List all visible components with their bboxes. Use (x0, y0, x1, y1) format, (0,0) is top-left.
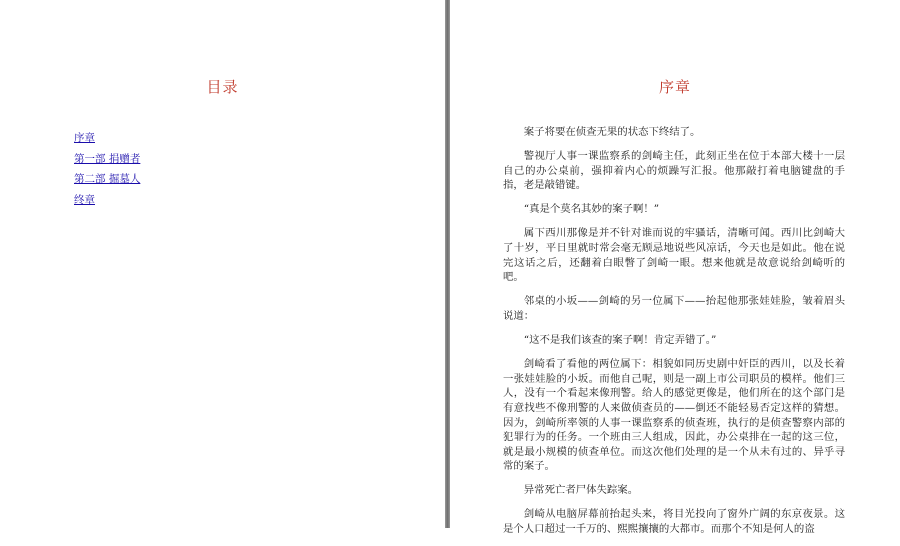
toc-link-prologue[interactable]: 序章 (74, 132, 95, 144)
toc-page (0, 0, 445, 528)
paragraph: 剑崎从电脑屏幕前抬起头来，将目光投向了窗外广阔的东京夜景。这是个人口超过一千万的、熙熙攘攘的大都市。而那个不知是何人的盗 (503, 508, 845, 536)
toc-item (74, 167, 140, 188)
toc-item (74, 126, 140, 147)
toc-list (74, 126, 140, 208)
paragraph: 属下西川那像是并不针对谁而说的牢骚话，清晰可闻。西川比剑崎大了十岁，平日里就时常会毫无顾忌地说些风凉话，今天也是如此。他在说完这话之后，还翻着白眼瞥了剑崎一眼。想来他就是故意说给剑崎听的吧。 (503, 227, 845, 284)
toc-title: 目录 (206, 78, 239, 96)
toc-link-part-1[interactable]: 第一部 捐赠者 (74, 152, 141, 165)
chapter-title: 序章 (658, 78, 691, 96)
paragraph: 邻桌的小坂——剑崎的另一位属下——抬起他那张娃娃脸，皱着眉头说道： (503, 295, 845, 322)
toc-link-epilogue[interactable]: 终章 (74, 193, 95, 206)
chapter-page (450, 0, 900, 536)
toc-item (74, 147, 140, 168)
paragraph: “这不是我们该查的案子啊！肯定弄错了。” (523, 334, 717, 347)
paragraph: “真是个莫名其妙的案子啊！” (523, 203, 660, 216)
chapter-text (503, 125, 845, 546)
paragraph: 案子将要在侦查无果的状态下终结了。 (523, 126, 701, 138)
paragraph: 警视厅人事一课监察系的剑崎主任，此刻正坐在位于本部大楼十一层自己的办公桌前，强抑着内心的烦躁写汇报。他那敲打着电脑键盘的手指，老是敲错键。 (503, 150, 845, 192)
paragraph: 异常死亡者尸体失踪案。 (523, 484, 639, 497)
paragraph: 剑崎看了看他的两位属下：相貌如同历史剧中奸臣的西川，以及长着一张娃娃脸的小坂。而他自己呢，则是一副上市公司职员的模样。他们三人，没有一个看起来像刑警。给人的感觉更像是，他们所在的这个部门是有意找些不像刑警的人来做侦查员的——倒还不能轻易否定这样的猜想。因为，剑崎所率领的人事一课监察系的侦查班，执行的是侦查警察内部的犯罪行为的任务。一个班由三人组成，因此，办公桌排在一起的这三位，就是最小规模的侦查单位。而这次他们处理的是一个从未有过的、异乎寻常的案子。 (503, 358, 845, 473)
toc-item (74, 188, 140, 209)
toc-link-part-2[interactable]: 第二部 掘墓人 (74, 173, 141, 185)
